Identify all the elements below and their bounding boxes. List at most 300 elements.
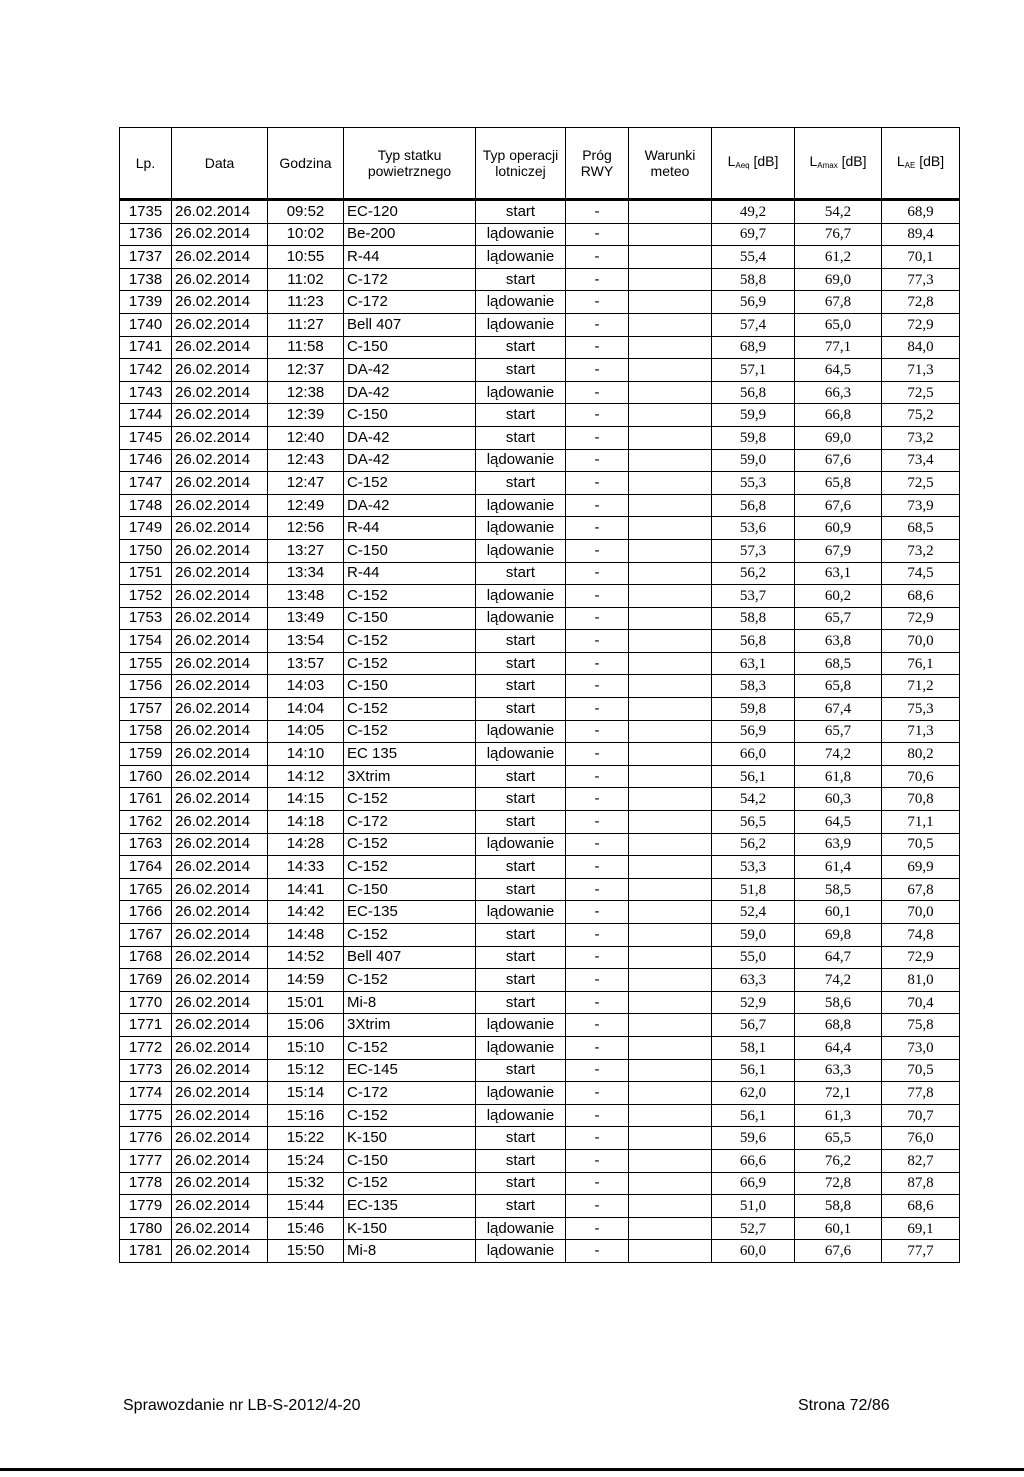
cell-date: 26.02.2014 xyxy=(172,924,268,947)
cell-weather xyxy=(629,1195,712,1218)
cell-operation-type: lądowanie xyxy=(476,223,566,246)
cell-lp: 1765 xyxy=(120,878,172,901)
cell-weather xyxy=(629,720,712,743)
cell-weather xyxy=(629,856,712,879)
cell-weather xyxy=(629,675,712,698)
cell-runway-threshold: - xyxy=(566,1036,629,1059)
cell-lamax: 66,3 xyxy=(795,381,882,404)
cell-lae: 75,3 xyxy=(882,698,960,721)
cell-aircraft-type: C-150 xyxy=(344,539,476,562)
cell-lamax: 64,4 xyxy=(795,1036,882,1059)
cell-date: 26.02.2014 xyxy=(172,991,268,1014)
cell-lae: 68,6 xyxy=(882,1195,960,1218)
cell-runway-threshold: - xyxy=(566,969,629,992)
cell-runway-threshold: - xyxy=(566,1059,629,1082)
cell-laeq: 57,4 xyxy=(712,313,795,336)
cell-weather xyxy=(629,359,712,382)
cell-lp: 1779 xyxy=(120,1195,172,1218)
cell-laeq: 59,0 xyxy=(712,924,795,947)
header-laeq-unit: [dB] xyxy=(749,152,779,169)
table-row xyxy=(120,743,960,766)
cell-lp: 1776 xyxy=(120,1127,172,1150)
cell-lamax: 66,8 xyxy=(795,404,882,427)
table-body xyxy=(120,200,960,1263)
cell-laeq: 56,7 xyxy=(712,1014,795,1037)
cell-lae: 73,9 xyxy=(882,494,960,517)
cell-operation-type: lądowanie xyxy=(476,1217,566,1240)
header-typ-statku: Typ statku powietrznego xyxy=(344,128,476,200)
cell-lamax: 69,0 xyxy=(795,268,882,291)
cell-lamax: 68,5 xyxy=(795,652,882,675)
cell-lae: 84,0 xyxy=(882,336,960,359)
cell-lp: 1769 xyxy=(120,969,172,992)
cell-time: 10:55 xyxy=(268,246,344,269)
cell-aircraft-type: C-152 xyxy=(344,924,476,947)
cell-time: 12:56 xyxy=(268,517,344,540)
cell-aircraft-type: C-152 xyxy=(344,969,476,992)
table-header-row xyxy=(120,128,960,200)
cell-lae: 70,0 xyxy=(882,901,960,924)
table-row xyxy=(120,1172,960,1195)
cell-lamax: 65,8 xyxy=(795,472,882,495)
cell-operation-type: lądowanie xyxy=(476,1036,566,1059)
cell-laeq: 60,0 xyxy=(712,1240,795,1263)
table-row xyxy=(120,426,960,449)
cell-laeq: 56,8 xyxy=(712,381,795,404)
cell-lp: 1748 xyxy=(120,494,172,517)
cell-runway-threshold: - xyxy=(566,313,629,336)
cell-aircraft-type: C-150 xyxy=(344,336,476,359)
cell-aircraft-type: Be-200 xyxy=(344,223,476,246)
cell-weather xyxy=(629,1240,712,1263)
header-lamax xyxy=(795,128,882,200)
cell-time: 15:46 xyxy=(268,1217,344,1240)
cell-lamax: 67,4 xyxy=(795,698,882,721)
cell-date: 26.02.2014 xyxy=(172,1195,268,1218)
cell-weather xyxy=(629,517,712,540)
cell-time: 15:44 xyxy=(268,1195,344,1218)
cell-runway-threshold: - xyxy=(566,607,629,630)
cell-lae: 75,8 xyxy=(882,1014,960,1037)
cell-runway-threshold: - xyxy=(566,901,629,924)
cell-laeq: 56,1 xyxy=(712,765,795,788)
cell-weather xyxy=(629,1172,712,1195)
cell-lp: 1745 xyxy=(120,426,172,449)
cell-weather xyxy=(629,246,712,269)
cell-lamax: 69,0 xyxy=(795,426,882,449)
table-row xyxy=(120,313,960,336)
table-row xyxy=(120,765,960,788)
cell-time: 14:48 xyxy=(268,924,344,947)
header-lamax-sub: Amax xyxy=(817,160,838,170)
cell-date: 26.02.2014 xyxy=(172,856,268,879)
cell-time: 13:48 xyxy=(268,585,344,608)
cell-date: 26.02.2014 xyxy=(172,426,268,449)
cell-lp: 1737 xyxy=(120,246,172,269)
cell-time: 12:49 xyxy=(268,494,344,517)
cell-lae: 73,2 xyxy=(882,426,960,449)
cell-date: 26.02.2014 xyxy=(172,200,268,224)
cell-laeq: 52,4 xyxy=(712,901,795,924)
cell-lp: 1771 xyxy=(120,1014,172,1037)
cell-laeq: 59,9 xyxy=(712,404,795,427)
cell-weather xyxy=(629,1082,712,1105)
cell-date: 26.02.2014 xyxy=(172,833,268,856)
table-row xyxy=(120,1149,960,1172)
cell-laeq: 57,1 xyxy=(712,359,795,382)
table-row xyxy=(120,878,960,901)
cell-runway-threshold: - xyxy=(566,1104,629,1127)
cell-lae: 81,0 xyxy=(882,969,960,992)
cell-aircraft-type: C-152 xyxy=(344,698,476,721)
cell-lp: 1750 xyxy=(120,539,172,562)
cell-laeq: 58,3 xyxy=(712,675,795,698)
table-row xyxy=(120,946,960,969)
cell-laeq: 56,5 xyxy=(712,811,795,834)
cell-aircraft-type: C-152 xyxy=(344,652,476,675)
cell-operation-type: start xyxy=(476,924,566,947)
cell-lamax: 58,8 xyxy=(795,1195,882,1218)
cell-lp: 1739 xyxy=(120,291,172,314)
cell-runway-threshold: - xyxy=(566,991,629,1014)
cell-aircraft-type: C-152 xyxy=(344,833,476,856)
cell-lp: 1746 xyxy=(120,449,172,472)
cell-lp: 1751 xyxy=(120,562,172,585)
table-row xyxy=(120,246,960,269)
cell-time: 15:24 xyxy=(268,1149,344,1172)
cell-lamax: 65,5 xyxy=(795,1127,882,1150)
cell-lae: 67,8 xyxy=(882,878,960,901)
cell-aircraft-type: Bell 407 xyxy=(344,946,476,969)
cell-lp: 1768 xyxy=(120,946,172,969)
cell-runway-threshold: - xyxy=(566,630,629,653)
cell-time: 15:22 xyxy=(268,1127,344,1150)
cell-lamax: 64,5 xyxy=(795,811,882,834)
cell-operation-type: start xyxy=(476,878,566,901)
cell-lae: 87,8 xyxy=(882,1172,960,1195)
cell-laeq: 55,0 xyxy=(712,946,795,969)
cell-time: 13:57 xyxy=(268,652,344,675)
cell-weather xyxy=(629,291,712,314)
table-row xyxy=(120,630,960,653)
cell-lamax: 69,8 xyxy=(795,924,882,947)
cell-laeq: 56,1 xyxy=(712,1104,795,1127)
table-row xyxy=(120,381,960,404)
table-row xyxy=(120,833,960,856)
cell-laeq: 59,8 xyxy=(712,698,795,721)
cell-aircraft-type: C-172 xyxy=(344,268,476,291)
cell-weather xyxy=(629,1149,712,1172)
cell-aircraft-type: R-44 xyxy=(344,517,476,540)
cell-time: 12:40 xyxy=(268,426,344,449)
cell-lp: 1736 xyxy=(120,223,172,246)
cell-lae: 73,4 xyxy=(882,449,960,472)
cell-weather xyxy=(629,585,712,608)
cell-operation-type: start xyxy=(476,1172,566,1195)
cell-aircraft-type: C-150 xyxy=(344,675,476,698)
cell-lae: 73,2 xyxy=(882,539,960,562)
cell-time: 14:18 xyxy=(268,811,344,834)
cell-aircraft-type: C-152 xyxy=(344,720,476,743)
table-row xyxy=(120,1036,960,1059)
cell-lp: 1780 xyxy=(120,1217,172,1240)
cell-lae: 72,5 xyxy=(882,472,960,495)
cell-date: 26.02.2014 xyxy=(172,404,268,427)
cell-lae: 80,2 xyxy=(882,743,960,766)
cell-date: 26.02.2014 xyxy=(172,607,268,630)
cell-date: 26.02.2014 xyxy=(172,1014,268,1037)
cell-lp: 1738 xyxy=(120,268,172,291)
cell-operation-type: lądowanie xyxy=(476,291,566,314)
cell-lamax: 60,1 xyxy=(795,1217,882,1240)
cell-weather xyxy=(629,313,712,336)
cell-time: 14:05 xyxy=(268,720,344,743)
cell-weather xyxy=(629,991,712,1014)
cell-runway-threshold: - xyxy=(566,381,629,404)
cell-aircraft-type: C-172 xyxy=(344,291,476,314)
cell-date: 26.02.2014 xyxy=(172,765,268,788)
table-row xyxy=(120,698,960,721)
cell-aircraft-type: Bell 407 xyxy=(344,313,476,336)
cell-date: 26.02.2014 xyxy=(172,969,268,992)
cell-date: 26.02.2014 xyxy=(172,1240,268,1263)
header-lae-base: L xyxy=(896,152,905,169)
cell-runway-threshold: - xyxy=(566,336,629,359)
cell-operation-type: start xyxy=(476,788,566,811)
cell-lp: 1754 xyxy=(120,630,172,653)
cell-time: 15:10 xyxy=(268,1036,344,1059)
cell-lae: 71,3 xyxy=(882,359,960,382)
cell-date: 26.02.2014 xyxy=(172,788,268,811)
cell-aircraft-type: EC-120 xyxy=(344,200,476,224)
cell-laeq: 63,1 xyxy=(712,652,795,675)
header-data: Data xyxy=(172,128,268,200)
cell-time: 14:03 xyxy=(268,675,344,698)
cell-operation-type: start xyxy=(476,1149,566,1172)
cell-lae: 76,0 xyxy=(882,1127,960,1150)
cell-aircraft-type: C-150 xyxy=(344,607,476,630)
cell-aircraft-type: C-172 xyxy=(344,811,476,834)
cell-date: 26.02.2014 xyxy=(172,268,268,291)
cell-time: 14:28 xyxy=(268,833,344,856)
measurement-table xyxy=(119,127,960,1263)
cell-operation-type: start xyxy=(476,404,566,427)
table-row xyxy=(120,969,960,992)
table-row xyxy=(120,1082,960,1105)
table-row xyxy=(120,856,960,879)
cell-lp: 1761 xyxy=(120,788,172,811)
cell-date: 26.02.2014 xyxy=(172,539,268,562)
cell-weather xyxy=(629,494,712,517)
table-row xyxy=(120,1240,960,1263)
cell-time: 14:52 xyxy=(268,946,344,969)
cell-lp: 1772 xyxy=(120,1036,172,1059)
table-row xyxy=(120,652,960,675)
cell-weather xyxy=(629,630,712,653)
cell-lp: 1759 xyxy=(120,743,172,766)
cell-date: 26.02.2014 xyxy=(172,743,268,766)
cell-time: 11:58 xyxy=(268,336,344,359)
cell-aircraft-type: C-152 xyxy=(344,630,476,653)
header-lamax-unit: [dB] xyxy=(837,152,867,169)
cell-laeq: 66,9 xyxy=(712,1172,795,1195)
cell-laeq: 66,6 xyxy=(712,1149,795,1172)
cell-lamax: 54,2 xyxy=(795,200,882,224)
cell-weather xyxy=(629,811,712,834)
table-row xyxy=(120,562,960,585)
cell-time: 14:10 xyxy=(268,743,344,766)
cell-weather xyxy=(629,1014,712,1037)
cell-laeq: 58,1 xyxy=(712,1036,795,1059)
cell-laeq: 49,2 xyxy=(712,200,795,224)
cell-date: 26.02.2014 xyxy=(172,359,268,382)
cell-aircraft-type: EC-145 xyxy=(344,1059,476,1082)
table-row xyxy=(120,449,960,472)
cell-lp: 1741 xyxy=(120,336,172,359)
cell-lamax: 63,1 xyxy=(795,562,882,585)
cell-weather xyxy=(629,924,712,947)
cell-lamax: 64,5 xyxy=(795,359,882,382)
report-number: Sprawozdanie nr LB-S-2012/4-20 xyxy=(123,1397,361,1414)
cell-operation-type: lądowanie xyxy=(476,539,566,562)
cell-lamax: 60,2 xyxy=(795,585,882,608)
cell-lae: 72,8 xyxy=(882,291,960,314)
cell-runway-threshold: - xyxy=(566,788,629,811)
table-row xyxy=(120,1127,960,1150)
cell-lae: 69,9 xyxy=(882,856,960,879)
cell-runway-threshold: - xyxy=(566,472,629,495)
cell-lae: 72,9 xyxy=(882,607,960,630)
table-row xyxy=(120,991,960,1014)
cell-laeq: 56,2 xyxy=(712,833,795,856)
cell-lamax: 63,9 xyxy=(795,833,882,856)
cell-time: 12:39 xyxy=(268,404,344,427)
cell-weather xyxy=(629,472,712,495)
cell-time: 09:52 xyxy=(268,200,344,224)
cell-lamax: 64,7 xyxy=(795,946,882,969)
table-row xyxy=(120,404,960,427)
cell-operation-type: lądowanie xyxy=(476,901,566,924)
cell-lamax: 68,8 xyxy=(795,1014,882,1037)
cell-runway-threshold: - xyxy=(566,652,629,675)
cell-operation-type: lądowanie xyxy=(476,449,566,472)
cell-date: 26.02.2014 xyxy=(172,449,268,472)
cell-time: 13:27 xyxy=(268,539,344,562)
table-row xyxy=(120,720,960,743)
cell-operation-type: lądowanie xyxy=(476,494,566,517)
cell-time: 14:59 xyxy=(268,969,344,992)
cell-lp: 1755 xyxy=(120,652,172,675)
cell-weather xyxy=(629,743,712,766)
cell-aircraft-type: C-152 xyxy=(344,472,476,495)
cell-runway-threshold: - xyxy=(566,833,629,856)
cell-runway-threshold: - xyxy=(566,291,629,314)
cell-operation-type: lądowanie xyxy=(476,1240,566,1263)
cell-operation-type: lądowanie xyxy=(476,517,566,540)
cell-runway-threshold: - xyxy=(566,562,629,585)
cell-operation-type: start xyxy=(476,991,566,1014)
cell-lamax: 58,6 xyxy=(795,991,882,1014)
cell-lae: 71,1 xyxy=(882,811,960,834)
cell-lamax: 65,0 xyxy=(795,313,882,336)
cell-date: 26.02.2014 xyxy=(172,381,268,404)
cell-operation-type: lądowanie xyxy=(476,1082,566,1105)
cell-weather xyxy=(629,1059,712,1082)
cell-lamax: 61,8 xyxy=(795,765,882,788)
cell-lae: 69,1 xyxy=(882,1217,960,1240)
cell-aircraft-type: C-150 xyxy=(344,404,476,427)
cell-date: 26.02.2014 xyxy=(172,811,268,834)
cell-laeq: 56,8 xyxy=(712,494,795,517)
cell-operation-type: start xyxy=(476,359,566,382)
cell-runway-threshold: - xyxy=(566,1014,629,1037)
cell-weather xyxy=(629,901,712,924)
cell-runway-threshold: - xyxy=(566,720,629,743)
cell-lamax: 65,7 xyxy=(795,720,882,743)
header-lp: Lp. xyxy=(120,128,172,200)
cell-time: 14:41 xyxy=(268,878,344,901)
cell-lae: 71,3 xyxy=(882,720,960,743)
cell-aircraft-type: Mi-8 xyxy=(344,991,476,1014)
cell-lamax: 65,8 xyxy=(795,675,882,698)
cell-aircraft-type: C-152 xyxy=(344,1036,476,1059)
cell-laeq: 59,0 xyxy=(712,449,795,472)
cell-runway-threshold: - xyxy=(566,1082,629,1105)
cell-operation-type: lądowanie xyxy=(476,833,566,856)
cell-date: 26.02.2014 xyxy=(172,946,268,969)
cell-runway-threshold: - xyxy=(566,1149,629,1172)
cell-lamax: 63,3 xyxy=(795,1059,882,1082)
cell-operation-type: start xyxy=(476,200,566,224)
cell-lae: 77,8 xyxy=(882,1082,960,1105)
cell-lae: 70,1 xyxy=(882,246,960,269)
cell-lp: 1764 xyxy=(120,856,172,879)
cell-weather xyxy=(629,426,712,449)
cell-aircraft-type: DA-42 xyxy=(344,381,476,404)
cell-date: 26.02.2014 xyxy=(172,1149,268,1172)
cell-operation-type: start xyxy=(476,856,566,879)
cell-aircraft-type: C-152 xyxy=(344,1172,476,1195)
cell-operation-type: start xyxy=(476,268,566,291)
cell-lp: 1749 xyxy=(120,517,172,540)
cell-lae: 75,2 xyxy=(882,404,960,427)
cell-lae: 82,7 xyxy=(882,1149,960,1172)
table-row xyxy=(120,788,960,811)
cell-lp: 1744 xyxy=(120,404,172,427)
cell-lae: 73,0 xyxy=(882,1036,960,1059)
cell-lae: 68,6 xyxy=(882,585,960,608)
cell-runway-threshold: - xyxy=(566,698,629,721)
cell-lae: 70,5 xyxy=(882,833,960,856)
cell-time: 12:37 xyxy=(268,359,344,382)
cell-time: 14:42 xyxy=(268,901,344,924)
cell-time: 15:14 xyxy=(268,1082,344,1105)
cell-weather xyxy=(629,1036,712,1059)
cell-weather xyxy=(629,562,712,585)
cell-aircraft-type: EC-135 xyxy=(344,901,476,924)
cell-weather xyxy=(629,404,712,427)
cell-lp: 1752 xyxy=(120,585,172,608)
cell-operation-type: lądowanie xyxy=(476,313,566,336)
cell-weather xyxy=(629,268,712,291)
cell-date: 26.02.2014 xyxy=(172,1059,268,1082)
cell-date: 26.02.2014 xyxy=(172,585,268,608)
cell-laeq: 53,7 xyxy=(712,585,795,608)
cell-lamax: 60,3 xyxy=(795,788,882,811)
cell-aircraft-type: K-150 xyxy=(344,1127,476,1150)
cell-lp: 1740 xyxy=(120,313,172,336)
cell-lamax: 61,4 xyxy=(795,856,882,879)
